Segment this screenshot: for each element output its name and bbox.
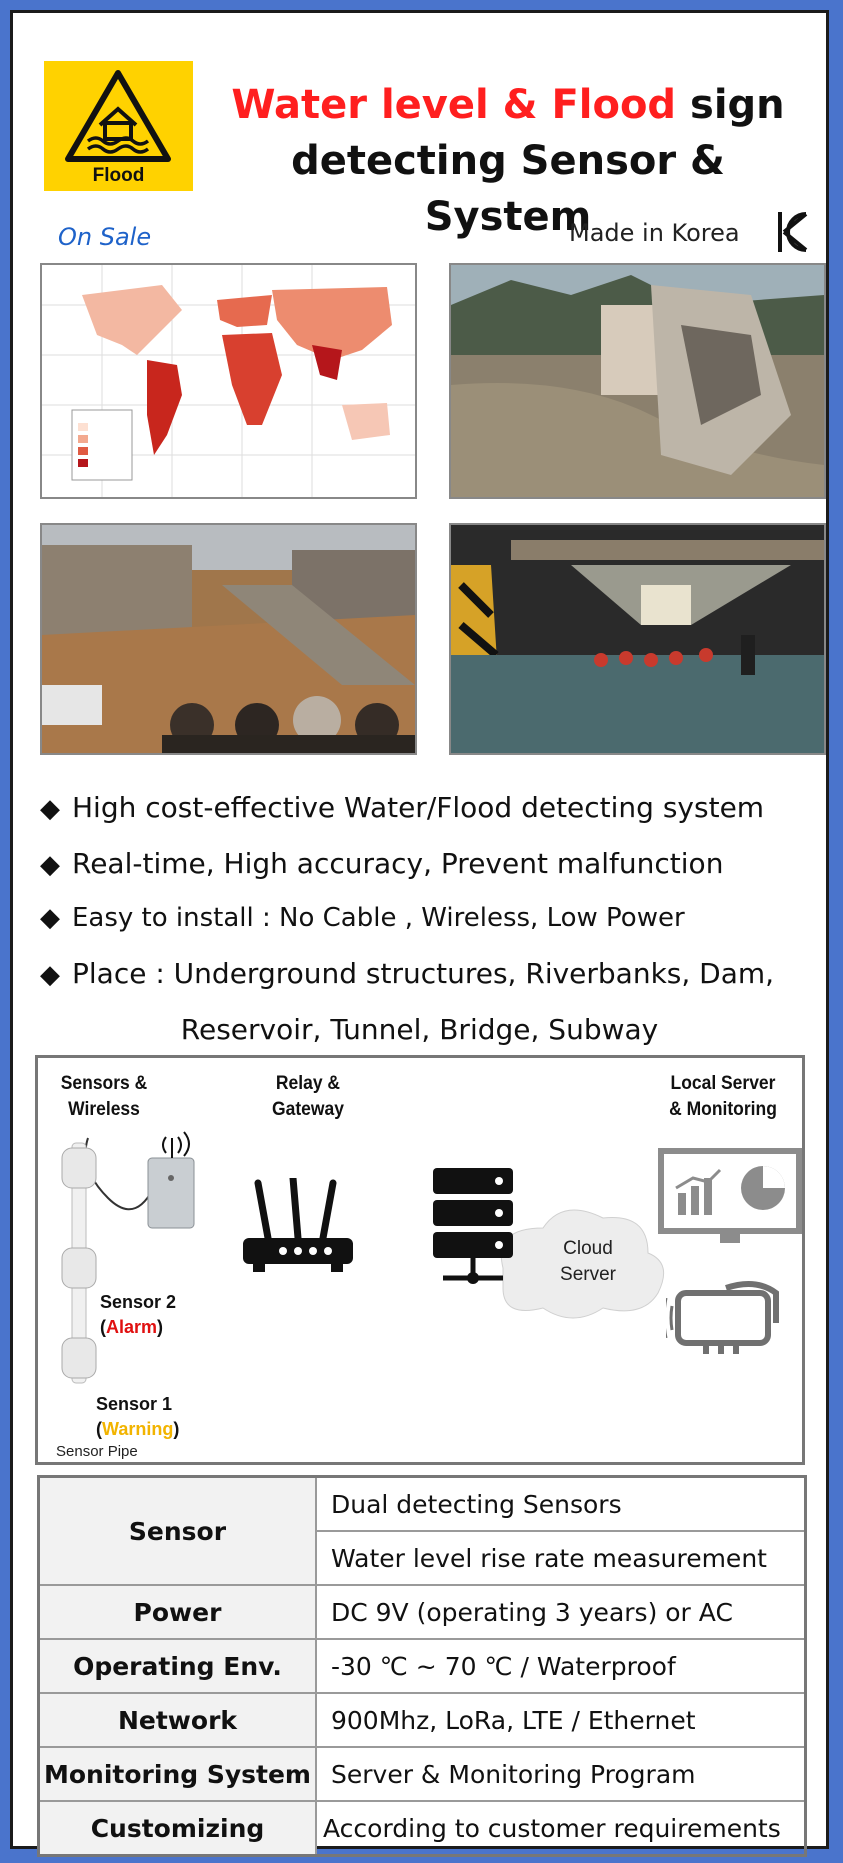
feature-item: ◆ High cost-effective Water/Flood detecting system: [40, 791, 765, 824]
flood-warning-icon: [62, 67, 174, 167]
col-label-relay: Relay & Gateway: [272, 1073, 344, 1120]
spec-key: Power: [39, 1585, 317, 1639]
feature-item: ◆ Place : Underground structures, Riverbanks, Dam,: [40, 957, 775, 990]
spec-key: Customizing: [39, 1801, 317, 1856]
spec-value: DC 9V (operating 3 years) or AC: [316, 1585, 806, 1639]
smartphone-hand-icon: [666, 1278, 786, 1358]
diamond-bullet-icon: ◆: [40, 850, 60, 880]
router-icon: [238, 1178, 358, 1278]
spec-value: Server & Monitoring Program: [316, 1747, 806, 1801]
feature-item: ◆ Easy to install : No Cable , Wireless, Low Power: [40, 903, 685, 933]
kc-certification-icon: [776, 208, 814, 256]
spec-value: -30 ℃ ~ 70 ℃ / Waterproof: [316, 1639, 806, 1693]
table-row: [39, 1477, 806, 1532]
table-row: [39, 1585, 806, 1639]
flood-badge-label: Flood: [92, 165, 145, 186]
title-highlight: Water level & Flood: [231, 82, 677, 128]
feature-item: ◆ Real-time, High accuracy, Prevent malfunction: [40, 847, 724, 880]
feature-item-continuation: Reservoir, Tunnel, Bridge, Subway: [180, 1013, 659, 1046]
col-label-sensors: Sensors & Wireless: [60, 1073, 148, 1120]
monitor-dashboard-icon: [658, 1148, 803, 1248]
flooded-street-crowd: [40, 523, 417, 755]
table-row: [39, 1747, 806, 1801]
sensor1-label: Sensor 1 (Warning): [96, 1394, 180, 1439]
on-sale-label: On Sale: [58, 223, 152, 251]
spec-table: [37, 1475, 807, 1857]
title-line2: detecting Sensor & System: [291, 138, 725, 240]
diamond-bullet-icon: ◆: [40, 903, 60, 933]
sensor-pipe-icon: [48, 1128, 208, 1398]
cloud-server-label: Cloud Server: [560, 1238, 616, 1285]
table-row: [39, 1639, 806, 1693]
spec-key: Network: [39, 1693, 317, 1747]
diamond-bullet-icon: ◆: [40, 794, 60, 824]
spec-key: Monitoring System: [39, 1747, 317, 1801]
sensor1-state: Warning: [102, 1419, 174, 1439]
sensor2-state: Alarm: [106, 1317, 158, 1337]
spec-value: According to customer requirements: [316, 1801, 806, 1856]
system-diagram: [35, 1055, 805, 1465]
table-row: [39, 1801, 806, 1856]
sensor2-label: Sensor 2 (Alarm): [100, 1292, 177, 1337]
table-row: [39, 1693, 806, 1747]
sensor-pipe-label: Sensor Pipe: [56, 1443, 138, 1460]
title-sign: sign: [676, 82, 785, 128]
spec-key: Operating Env.: [39, 1639, 317, 1693]
diamond-bullet-icon: ◆: [40, 960, 60, 990]
made-in-korea: Made in Korea: [569, 219, 740, 247]
flyer-page: [10, 10, 829, 1849]
spec-value: Water level rise rate measurement: [316, 1531, 806, 1585]
spec-key: Sensor: [39, 1477, 317, 1586]
flood-damaged-building: [449, 263, 826, 499]
flooded-underpass-rescue: [449, 523, 826, 755]
world-flood-exposure-map: [40, 263, 417, 499]
col-label-server: Local Server & Monitoring: [669, 1073, 777, 1120]
spec-value: Dual detecting Sensors: [316, 1477, 806, 1532]
spec-value: 900Mhz, LoRa, LTE / Ethernet: [316, 1693, 806, 1747]
flood-badge: [44, 61, 193, 191]
